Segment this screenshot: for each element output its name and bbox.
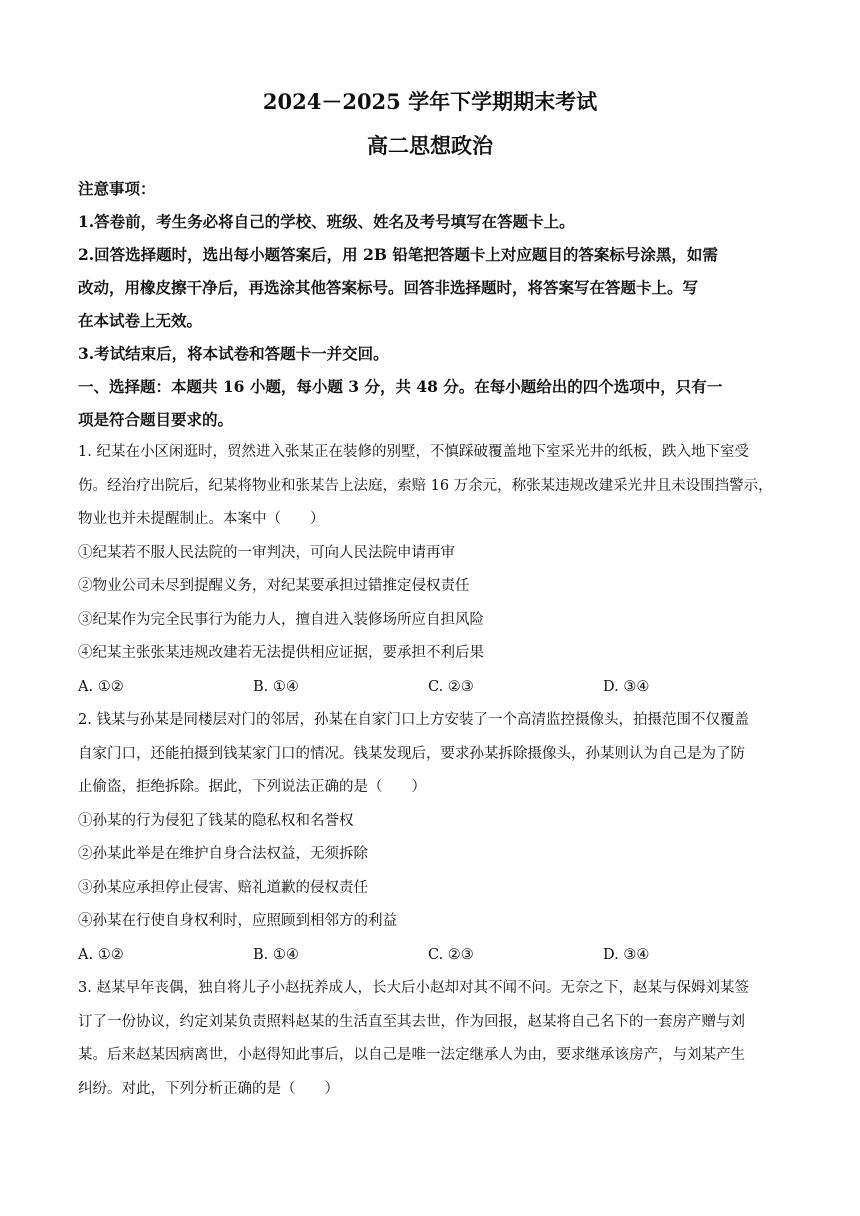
exam-subject: 高二思想政治 [367,133,493,158]
answer-options [78,671,788,705]
option-a[interactable]: A. ①② [78,678,124,695]
notice-item: 2.回答选择题时，选出每小题答案后，用 2B 铅笔把答题卡上对应题目的答案标号涂黑，如需 [78,245,718,264]
answer-options [78,939,788,973]
exam-content [78,172,788,1106]
question-stem-line: 止偷盗，拒绝拆除。据此，下列说法正确的是（ ） [78,779,426,795]
exam-title: 2024－2025 学年下学期期末考试 [262,89,598,114]
notice-item: 在本试卷上无效。 [78,311,203,330]
section-line: 一、选择题：本题共 16 小题，每小题 3 分，共 48 分。在每小题给出的四个选项中，只有一 [78,377,723,396]
notice-block [78,172,788,370]
question-stem-line: 2. 钱某与孙某是同楼层对门的邻居，孙某在自家门口上方安装了一个高清监控摄像头，拍摄范围不仅覆盖 [78,712,749,728]
question-statement: ①孙某的行为侵犯了钱某的隐私权和名誉权 [78,812,354,829]
question-stem-line: 自家门口，还能拍摄到钱某家门口的情况。钱某发现后，要求孙某拆除摄像头，孙某则认为自己是为了防 [78,745,745,762]
question-statement: ④孙某在行使自身权利时，应照顾到相邻方的利益 [78,913,397,929]
option-b[interactable]: B. ①④ [253,946,299,963]
notice-item: 3.考试结束后，将本试卷和答题卡一并交回。 [78,344,389,363]
question-statement: ②物业公司未尽到提醒义务，对纪某要承担过错推定侵权责任 [78,578,470,594]
option-c[interactable]: C. ②③ [428,946,474,963]
question-statement: ③孙某应承担停止侵害、赔礼道歉的侵权责任 [78,879,368,896]
option-c[interactable]: C. ②③ [428,678,474,695]
option-d[interactable]: D. ③④ [603,946,650,963]
question-1 [78,436,788,704]
question-statement: ②孙某此举是在维护自身合法权益，无须拆除 [78,846,368,862]
question-statement: ③纪某作为完全民事行为能力人，擅自进入装修场所应自担风险 [78,611,484,628]
question-stem-line: 纠纷。对此，下列分析正确的是（ ） [78,1080,339,1097]
question-stem-line: 3. 赵某早年丧偶，独自将儿子小赵抚养成人，长大后小赵却对其不闻不问。无奈之下，赵某与保姆刘某签 [78,980,749,996]
question-stem-line: 订了一份协议，约定刘某负责照料赵某的生活直至其去世，作为回报，赵某将自己名下的一套房产赠与刘 [78,1013,745,1030]
option-a[interactable]: A. ①② [78,946,124,963]
question-stem-line: 物业也并未提醒制止。本案中（ ） [78,511,325,527]
question-stem-line: 某。后来赵某因病离世，小赵得知此事后，以自己是唯一法定继承人为由，要求继承该房产，与刘某产生 [78,1047,745,1063]
section-line: 项是符合题目要求的。 [78,410,234,429]
option-d[interactable]: D. ③④ [603,678,650,695]
question-statement: ④纪某主张张某违规改建若无法提供相应证据，要承担不利后果 [78,645,484,661]
question-stem-line: 伤。经治疗出院后，纪某将物业和张某告上法庭，索赔 16 万余元，称张某违规改建采光井且未设围挡警示， [78,477,773,494]
question-2 [78,704,788,972]
section-heading [78,370,788,436]
question-stem-line: 1. 纪某在小区闲逛时，贸然进入张某正在装修的别墅，不慎踩破覆盖地下室采光井的纸板，跌入地下室受 [78,444,749,460]
notice-item: 1.答卷前，考生务必将自己的学校、班级、姓名及考号填写在答题卡上。 [78,212,575,231]
option-b[interactable]: B. ①④ [253,678,299,695]
notice-heading: 注意事项： [78,179,156,198]
question-statement: ①纪某若不服人民法院的一审判决，可向人民法院申请再审 [78,544,455,561]
notice-item: 改动，用橡皮擦干净后，再选涂其他答案标号。回答非选择题时，将答案写在答题卡上。写 [78,278,699,297]
question-3 [78,972,788,1106]
